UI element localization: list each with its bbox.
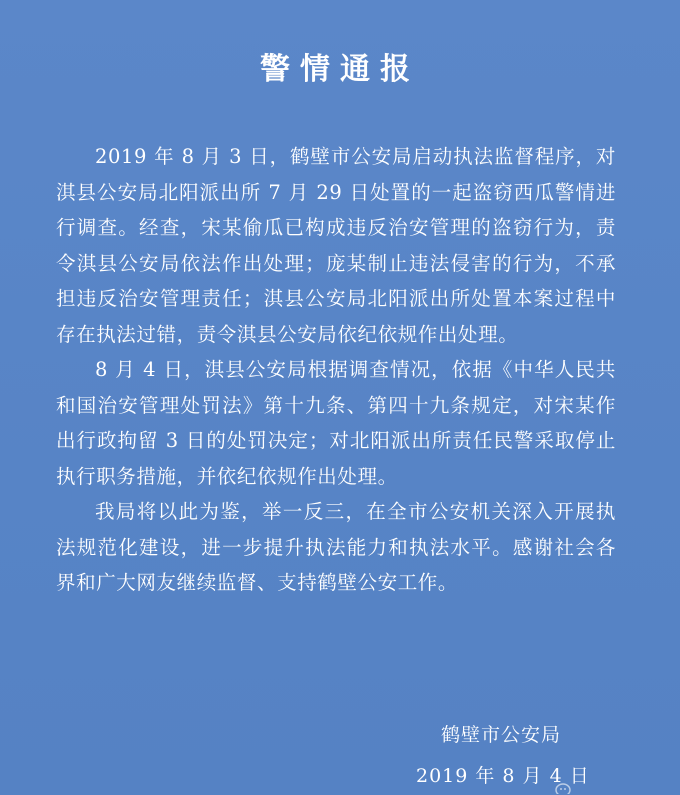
notice-title: 警情通报	[260, 52, 420, 87]
signature-date: 2019 年 8 月 4 日	[416, 765, 590, 787]
notice-paragraph-1: 2019 年 8 月 3 日，鹤壁市公安局启动执法监督程序，对淇县公安局北阳派出所 7 月 29 日处置的一起盗窃西瓜警情进行调查。经查，宋某偷瓜已构成违反治安管理的盗窃行为，责令淇县公安局依法作出处理；庞某制止违法侵害的行为，不承担违反治安管理责任；淇县公安局北阳派出所处置本案过程中存在执法过错，责令淇县公安局依纪依规作出处理。	[56, 145, 616, 346]
wechat-watermark-icon	[555, 780, 575, 794]
notice-paragraph-3: 我局将以此为鉴，举一反三，在全市公安机关深入开展执法规范化建设，进一步提升执法能力和执法水平。感谢社会各界和广大网友继续监督、支持鹤壁公安工作。	[56, 500, 616, 594]
notice-paragraph-2: 8 月 4 日，淇县公安局根据调查情况，依据《中华人民共和国治安管理处罚法》第十九条、第四十九条规定，对宋某作出行政拘留 3 日的处罚决定；对北阳派出所责任民警采取停止执行职务措施，并依纪依规作出处理。	[56, 358, 616, 488]
notice-body	[56, 139, 616, 601]
signature-organization: 鹤壁市公安局	[441, 724, 562, 746]
